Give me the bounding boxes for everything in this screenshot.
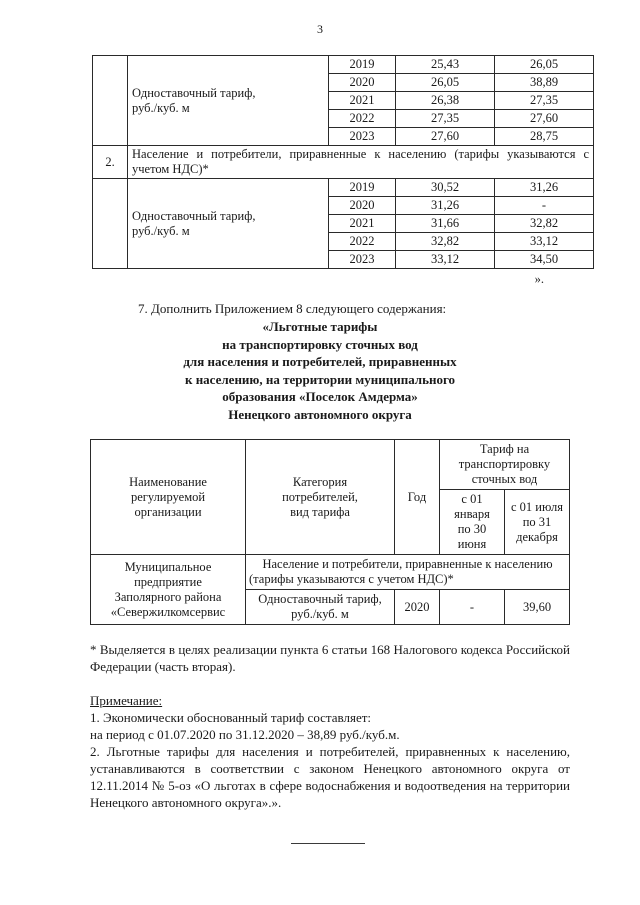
- organization-line1: Муниципальное: [124, 559, 212, 574]
- organization-line4: «Севержилкомсервис: [110, 604, 226, 619]
- year-cell: 2020: [329, 74, 396, 92]
- value-cell-first-half: 30,52: [396, 179, 495, 197]
- value-cell-first-half: 31,66: [396, 215, 495, 233]
- year-cell: 2020: [395, 590, 440, 625]
- section-title-cell: Население и потребители, приравненные к населению (тарифы указываются с учетом НДС)*: [128, 146, 594, 179]
- appendix-tariff-table-wrapper: [92, 439, 563, 625]
- row-number-cell: [93, 56, 128, 146]
- value-cell-first-half: 31,26: [396, 197, 495, 215]
- tariff-type-line2: руб./куб. м: [291, 607, 349, 621]
- header-period1-line1: с 01 января: [454, 492, 490, 521]
- header-period2-line2: по 31 декабря: [516, 514, 558, 544]
- tariff-type-cell: [246, 590, 395, 625]
- closing-quote-mark: ».: [534, 272, 544, 286]
- header-tariff-group-cell: [440, 440, 570, 490]
- year-cell: 2023: [329, 251, 396, 269]
- appendix-title-block: [92, 318, 548, 423]
- tariff-table-continued: [92, 55, 594, 269]
- value-cell-first-half: 27,35: [396, 110, 495, 128]
- appendix-title-line-6: Ненецкого автономного округа: [228, 406, 412, 422]
- tariff-name-cell: [128, 56, 329, 146]
- header-org-line1: Наименование: [129, 474, 207, 489]
- table-row: [93, 179, 594, 197]
- note-block: [90, 692, 570, 811]
- tariff-name-line2: руб./куб. м: [132, 100, 190, 115]
- appendix-tariff-table: [90, 439, 570, 625]
- header-period1-line2: по 30 июня: [457, 522, 487, 551]
- section-number-cell: 2.: [93, 146, 128, 179]
- year-cell: 2023: [329, 128, 396, 146]
- appendix-title-line-5: образования «Поселок Амдерма»: [222, 389, 418, 404]
- header-cat-line3: вид тарифа: [290, 504, 350, 519]
- value-cell-first-half: 32,82: [396, 233, 495, 251]
- tariff-name-line2: руб./куб. м: [132, 223, 190, 238]
- value-cell-first-half: 26,38: [396, 92, 495, 110]
- value-cell-second-half: 34,50: [495, 251, 594, 269]
- table-section-header-row: [93, 146, 594, 179]
- note-title: Примечание:: [90, 693, 163, 708]
- value-cell-second-half: 27,35: [495, 92, 594, 110]
- value-cell-first-half: -: [440, 590, 505, 625]
- note-line-1: 1. Экономически обоснованный тариф составляет:: [90, 710, 372, 725]
- tariff-name-cell: [128, 179, 329, 269]
- value-cell-second-half: 32,82: [495, 215, 594, 233]
- tariff-name-line1: Одноставочный тариф,: [132, 208, 256, 223]
- header-category-cell: [246, 440, 395, 555]
- header-org-line3: организации: [134, 504, 202, 519]
- value-cell-second-half: 26,05: [495, 56, 594, 74]
- document-content: [90, 55, 589, 844]
- header-cat-line2: потребителей,: [282, 489, 358, 504]
- value-cell-second-half: 31,26: [495, 179, 594, 197]
- header-period2-line1: с 01 июля: [510, 499, 563, 514]
- value-cell-first-half: 25,43: [396, 56, 495, 74]
- header-cat-line1: Категория: [292, 474, 348, 489]
- page-number: 3: [317, 22, 323, 36]
- table-row: [93, 56, 594, 74]
- organization-line2: предприятие: [134, 574, 202, 589]
- note-line-3: 2. Льготные тарифы для населения и потребителей, приравненных к населению, устанавливаются в соответствии с законом Ненецкого автономного округа от 12.11.2014 № 5-оз «О льготах в сфере водоснабжения и водоотведения на территории Ненецкого автономного округа».».: [90, 744, 570, 810]
- paragraph-7: 7. Дополнить Приложением 8 следующего содержания:: [138, 301, 447, 316]
- organization-line3: Заполярного района: [114, 589, 222, 604]
- year-cell: 2021: [329, 215, 396, 233]
- table-row: [91, 555, 570, 590]
- value-cell-first-half: 33,12: [396, 251, 495, 269]
- tariff-type-line1: Одноставочный тариф,: [258, 592, 382, 606]
- year-cell: 2019: [329, 179, 396, 197]
- table-header-row: [91, 440, 570, 490]
- appendix-title-line-2: на транспортировку сточных вод: [222, 336, 418, 352]
- value-cell-second-half: 33,12: [495, 233, 594, 251]
- footnote-asterisk: * Выделяется в целях реализации пункта 6 статьи 168 Налогового кодекса Российской Федерации (часть вторая).: [90, 642, 570, 674]
- header-organization-cell: [91, 440, 246, 555]
- year-cell: 2022: [329, 233, 396, 251]
- row-number-cell: [93, 179, 128, 269]
- note-line-2: на период с 01.07.2020 по 31.12.2020 – 38,89 руб./куб.м.: [90, 727, 400, 742]
- year-cell: 2020: [329, 197, 396, 215]
- header-tariff-group-line1: Тариф на транспортировку: [458, 442, 551, 471]
- appendix-title-line-4: к населению, на территории муниципального: [184, 371, 456, 387]
- value-cell-first-half: 27,60: [396, 128, 495, 146]
- organization-name-cell: [91, 555, 246, 625]
- header-period-second-half-cell: [505, 490, 570, 555]
- year-cell: 2021: [329, 92, 396, 110]
- tariff-name-line1: Одноставочный тариф,: [132, 85, 256, 100]
- value-cell-second-half: 39,60: [505, 590, 570, 625]
- value-cell-first-half: 26,05: [396, 74, 495, 92]
- header-period-first-half-cell: [440, 490, 505, 555]
- header-year-cell: Год: [395, 440, 440, 555]
- appendix-title-line-3: для населения и потребителей, приравненных: [183, 354, 457, 369]
- header-tariff-group-line2: сточных вод: [471, 472, 538, 486]
- value-cell-second-half: 38,89: [495, 74, 594, 92]
- tariff-table-continued-wrapper: [92, 55, 589, 287]
- header-org-line2: регулируемой: [130, 489, 206, 504]
- category-description-cell: Население и потребители, приравненные к населению (тарифы указываются с учетом НДС)*: [246, 555, 570, 590]
- bottom-divider: [291, 843, 365, 844]
- value-cell-second-half: -: [495, 197, 594, 215]
- value-cell-second-half: 27,60: [495, 110, 594, 128]
- value-cell-second-half: 28,75: [495, 128, 594, 146]
- year-cell: 2019: [329, 56, 396, 74]
- year-cell: 2022: [329, 110, 396, 128]
- appendix-title-line-1: «Льготные тарифы: [262, 319, 378, 334]
